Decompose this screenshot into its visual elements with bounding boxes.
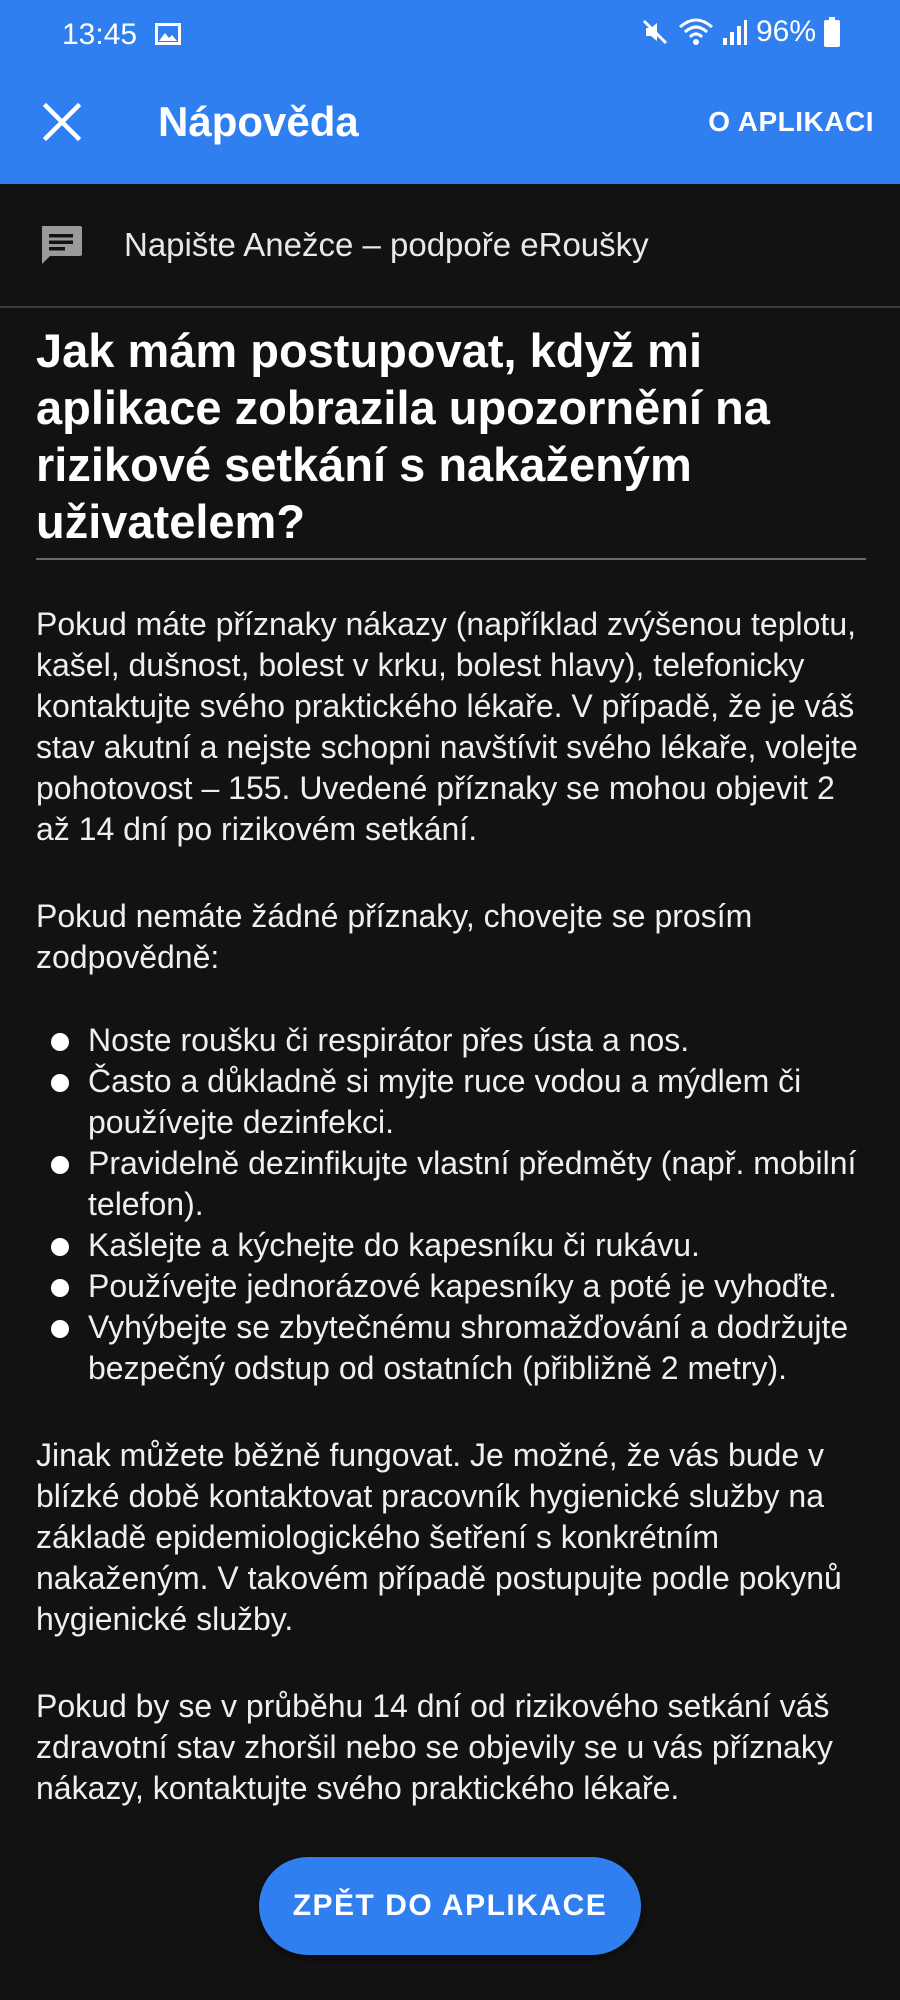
about-app-button[interactable]: O APLIKACI (708, 106, 874, 137)
status-time: 13:45 (62, 18, 138, 51)
list-item: Vyhýbejte se zbytečnému shromažďování a dodržujte bezpečný odstup od ostatních (přibližně 2 metry). (36, 1307, 866, 1389)
chat-icon (38, 224, 84, 268)
list-item: Noste roušku či respirátor přes ústa a nos. (36, 1020, 866, 1061)
article-title: Jak mám postupovat, když mi aplikace zobrazila upozornění na rizikové setkání s nakaženým uživatelem? (36, 324, 770, 548)
article (36, 322, 866, 1809)
back-to-app-button[interactable]: ZPĚT DO APLIKACE (259, 1857, 641, 1955)
article-paragraph: Pokud by se v průběhu 14 dní od rizikového setkání váš zdravotní stav zhoršil nebo se objevily se u vás příznaky nákazy, kontaktujte svého praktického lékaře. (36, 1688, 833, 1806)
wifi-icon (678, 17, 714, 47)
list-item: Pravidelně dezinfikujte vlastní předměty (např. mobilní telefon). (36, 1143, 866, 1225)
article-paragraph: Jinak můžete běžně fungovat. Je možné, že vás bude v blízké době kontaktovat pracovník hygienické služby na základě epidemiologického šetření s konkrétním nakaženým. V takovém případě postupujte podle pokynů hygienické služby. (36, 1437, 842, 1637)
mute-icon (640, 17, 670, 47)
list-item: Často a důkladně si myjte ruce vodou a mýdlem či používejte dezinfekci. (36, 1061, 866, 1143)
article-paragraph: Pokud nemáte žádné příznaky, chovejte se prosím zodpovědně: (36, 898, 753, 975)
precautions-list (36, 1020, 866, 1389)
app-bar (0, 60, 900, 184)
list-item: Kašlejte a kýchejte do kapesníku či rukávu. (36, 1225, 866, 1266)
status-bar (0, 0, 900, 60)
battery-icon (824, 17, 840, 47)
image-icon (155, 23, 181, 45)
chat-support-label: Napište Anežce – podpoře eRoušky (124, 226, 649, 263)
close-icon[interactable] (40, 100, 84, 144)
title-divider (36, 558, 866, 560)
page-title: Nápověda (158, 98, 359, 145)
chat-support-link[interactable] (0, 184, 900, 308)
article-paragraph: Pokud máte příznaky nákazy (například zvýšenou teplotu, kašel, dušnost, bolest v krku, bolest hlavy), telefonicky kontaktujte svého praktického lékaře. V případě, že je váš stav akutní a nejste schopni navštívit svého lékaře, volejte pohotovost – 155. Uvedené příznaky se mohou objevit 2 až 14 dní po rizikovém setkání. (36, 606, 858, 847)
signal-icon (722, 18, 748, 46)
battery-percentage: 96% (755, 15, 816, 48)
status-icons (640, 16, 840, 48)
list-item: Používejte jednorázové kapesníky a poté je vyhoďte. (36, 1266, 866, 1307)
